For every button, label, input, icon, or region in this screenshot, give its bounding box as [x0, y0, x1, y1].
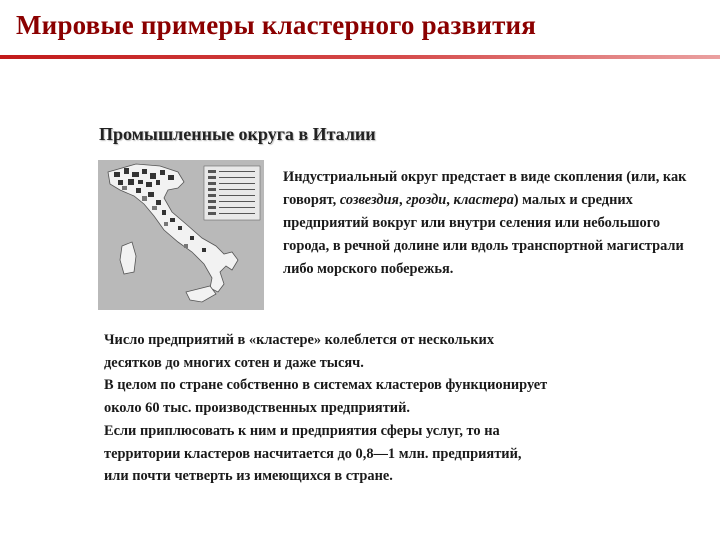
- intro-text-start: Индустриальный округ предстает в виде скопления (или, как говорят,: [283, 169, 687, 208]
- slide-subtitle: Промышленные округа в Италии: [99, 124, 376, 144]
- italy-map-graphic: [98, 160, 264, 310]
- body-line: десятков до многих сотен и даже тысяч.: [104, 354, 364, 371]
- title-divider: [0, 55, 720, 59]
- body-line: или почти четверть из имеющихся в стране.: [104, 468, 393, 485]
- intro-text-end: ) малых и средних предприятий вокруг или внутри селения или небольшого города, в речной долине или вдоль транспортной магистрали либо морского побережья.: [283, 192, 684, 277]
- body-line: Число предприятий в «кластере» колеблется от нескольких: [104, 332, 495, 348]
- body-line: территории кластеров насчитается до 0,8—1 млн. предприятий,: [104, 445, 522, 462]
- slide-title: Мировые примеры кластерного развития: [16, 10, 537, 40]
- body-paragraph: [104, 329, 704, 488]
- body-line: В целом по стране собственно в системах кластеров функционирует: [104, 377, 548, 394]
- intro-term-bunch: грозди: [406, 192, 447, 208]
- intro-paragraph: [283, 166, 708, 281]
- body-line: около 60 тыс. производственных предприятий.: [104, 400, 410, 417]
- intro-separator-2: ,: [446, 192, 454, 208]
- intro-term-constellation: созвездия: [339, 192, 399, 208]
- intro-term-cluster: кластера: [453, 192, 514, 208]
- body-line: Если приплюсовать к ним и предприятия сферы услуг, то на: [104, 422, 500, 439]
- intro-separator-1: ,: [398, 192, 407, 208]
- italy-districts-map: [98, 160, 264, 310]
